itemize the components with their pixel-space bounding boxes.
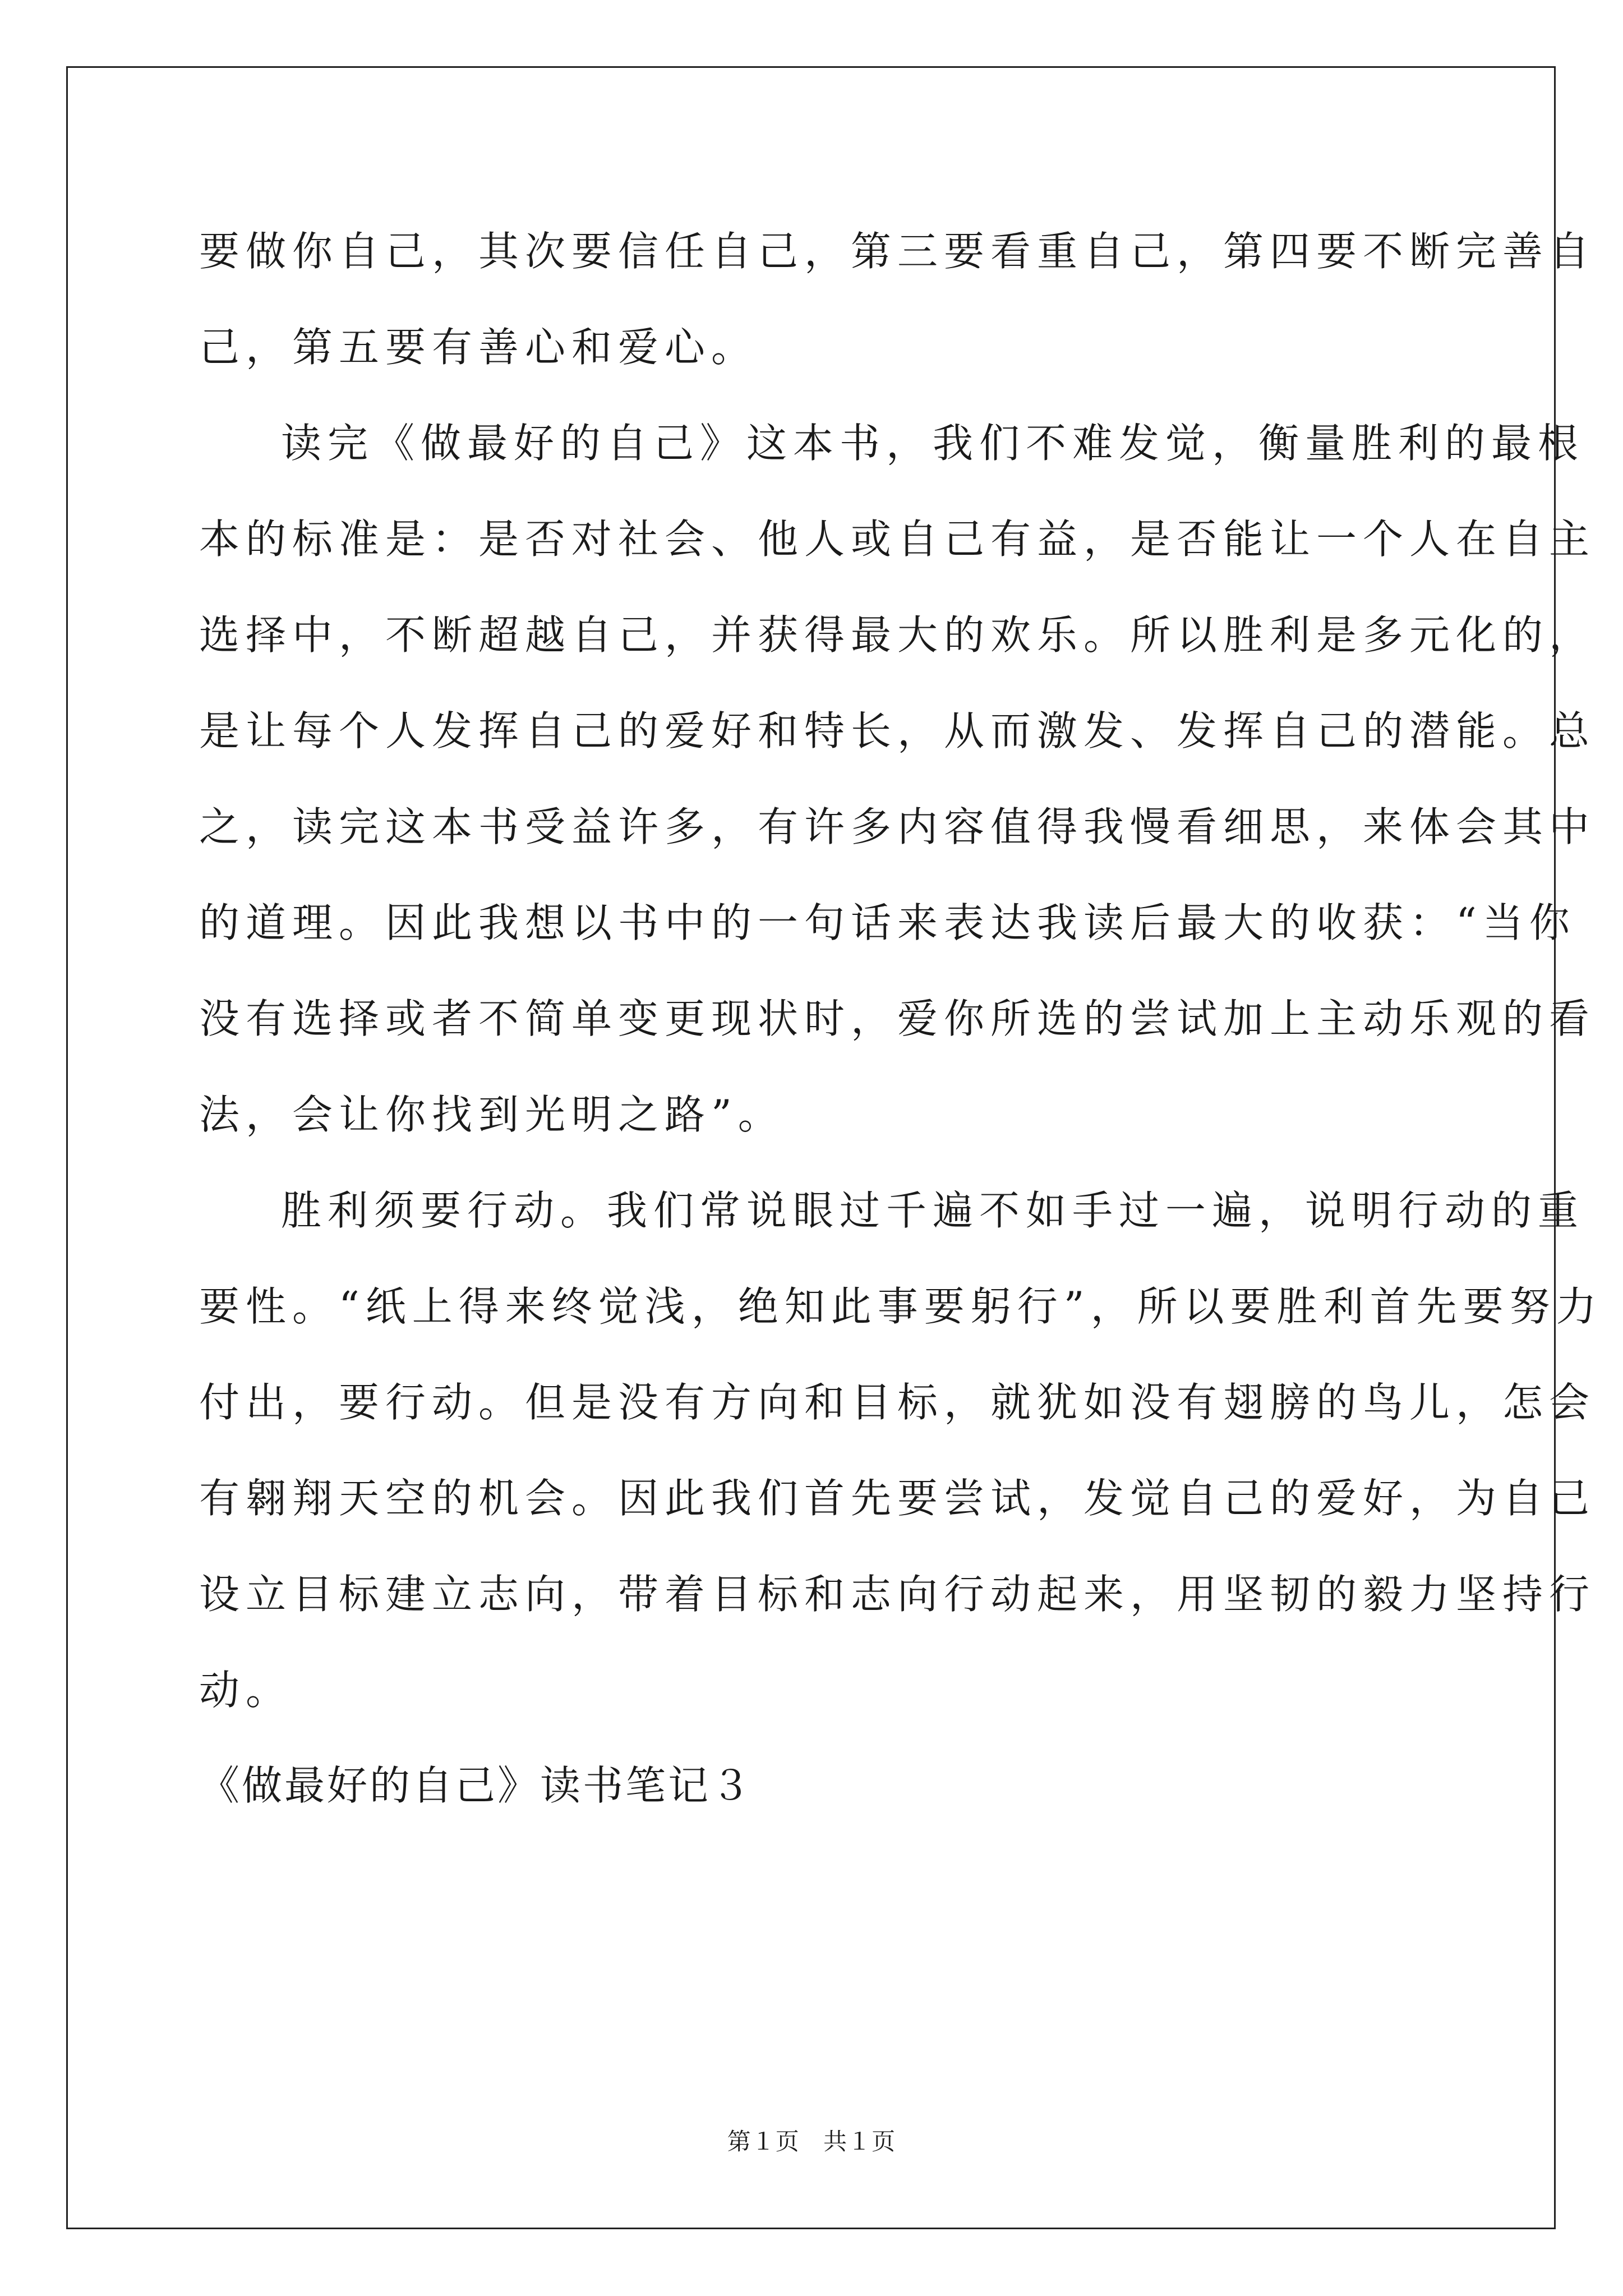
paragraph-line: 己，第五要有善心和爱心。 (199, 324, 758, 371)
page-number: 第１页 (727, 2128, 800, 2155)
paragraph-line: 选择中，不断超越自己，并获得最大的欢乐。所以胜利是多元化的， (199, 611, 1596, 659)
page-border (66, 66, 1556, 2229)
section-heading: 《做最好的自己》读书笔记３ (199, 1762, 754, 1809)
paragraph-line: 之，读完这本书受益许多，有许多内容值得我慢看细思，来体会其中 (199, 803, 1596, 850)
paragraph-line: 设立目标建立志向，带着目标和志向行动起来，用坚韧的毅力坚持行 (199, 1571, 1596, 1618)
page-footer (0, 2123, 1623, 2157)
paragraph-line: 的道理。因此我想以书中的一句话来表达我读后最大的收获：“当你 (199, 899, 1576, 946)
paragraph-line: 动。 (199, 1667, 293, 1714)
paragraph-line: 没有选择或者不简单变更现状时，爱你所选的尝试加上主动乐观的看 (199, 995, 1596, 1042)
paragraph-line: 是让每个人发挥自己的爱好和特长，从而激发、发挥自己的潜能。总 (199, 707, 1596, 754)
paragraph-line: 胜利须要行动。我们常说眼过千遍不如手过一遍，说明行动的重 (281, 1187, 1585, 1234)
paragraph-line: 要性。“纸上得来终觉浅，绝知此事要躬行”，所以要胜利首先要努力 (199, 1283, 1603, 1330)
page-total: 共１页 (823, 2128, 896, 2155)
paragraph-line: 有翱翔天空的机会。因此我们首先要尝试，发觉自己的爱好，为自己 (199, 1475, 1596, 1522)
paragraph-line: 本的标准是：是否对社会、他人或自己有益，是否能让一个人在自主 (199, 516, 1596, 563)
paragraph-line: 要做你自己，其次要信任自己，第三要看重自己，第四要不断完善自 (199, 228, 1596, 275)
paragraph-line: 法，会让你找到光明之路”。 (199, 1091, 785, 1138)
paragraph-line: 付出，要行动。但是没有方向和目标，就犹如没有翅膀的鸟儿，怎会 (199, 1379, 1596, 1426)
paragraph-line: 读完《做最好的自己》这本书，我们不难发觉，衡量胜利的最根 (281, 420, 1585, 467)
